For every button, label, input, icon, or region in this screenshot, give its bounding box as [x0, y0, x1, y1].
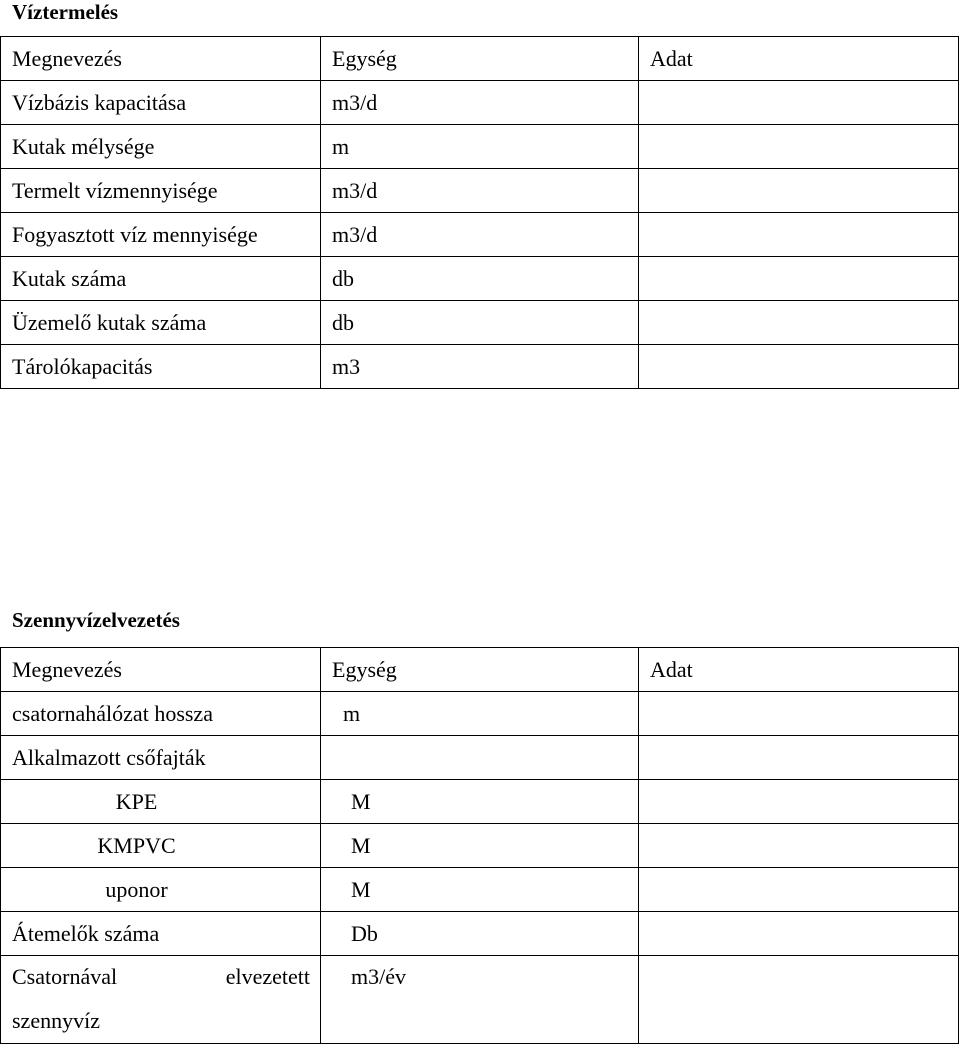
viztermeles-table — [0, 36, 959, 389]
row-unit: M — [321, 780, 639, 824]
row-name: Vízbázis kapacitása — [1, 81, 321, 125]
table-row — [1, 868, 959, 912]
row-name-word2: elvezetett — [225, 964, 310, 989]
row-name-word1: Csatornával — [12, 964, 118, 989]
row-unit: m — [321, 125, 639, 169]
header-adat: Adat — [639, 648, 959, 692]
row-unit: Db — [321, 912, 639, 956]
table-header-row — [1, 648, 959, 692]
table-row — [1, 824, 959, 868]
row-name: Átemelők száma — [1, 912, 321, 956]
row-unit: m3 — [321, 345, 639, 389]
row-name-line2: szennyvíz — [12, 1008, 100, 1033]
row-name: Termelt vízmennyisége — [1, 169, 321, 213]
row-value-cell[interactable] — [639, 125, 959, 169]
row-name: csatornahálózat hossza — [1, 692, 321, 736]
row-name-multiline — [1, 956, 321, 1044]
header-megnevezes: Megnevezés — [1, 37, 321, 81]
table-row — [1, 736, 959, 780]
row-unit: M — [321, 824, 639, 868]
header-megnevezes: Megnevezés — [1, 648, 321, 692]
table-row — [1, 125, 959, 169]
table-row — [1, 81, 959, 125]
header-adat: Adat — [639, 37, 959, 81]
row-value-cell[interactable] — [639, 257, 959, 301]
row-value-cell[interactable] — [639, 736, 959, 780]
row-name: Üzemelő kutak száma — [1, 301, 321, 345]
row-name: Kutak száma — [1, 257, 321, 301]
table-row — [1, 213, 959, 257]
row-name: Alkalmazott csőfajták — [1, 736, 321, 780]
header-egyseg: Egység — [321, 648, 639, 692]
row-name-subitem: KPE — [1, 780, 321, 824]
row-unit: m3/d — [321, 213, 639, 257]
row-unit: m3/d — [321, 81, 639, 125]
row-value-cell[interactable] — [639, 345, 959, 389]
row-value-cell[interactable] — [639, 912, 959, 956]
szennyvizelvezetes-table — [0, 647, 959, 1044]
row-unit: db — [321, 257, 639, 301]
row-value-cell[interactable] — [639, 213, 959, 257]
row-value-cell[interactable] — [639, 301, 959, 345]
row-name-subitem: KMPVC — [1, 824, 321, 868]
section-title-viztermeles: Víztermelés — [12, 0, 119, 24]
row-value-cell[interactable] — [639, 81, 959, 125]
row-value-cell[interactable] — [639, 868, 959, 912]
header-egyseg: Egység — [321, 37, 639, 81]
row-value-cell[interactable] — [639, 692, 959, 736]
row-unit: db — [321, 301, 639, 345]
row-value-cell[interactable] — [639, 169, 959, 213]
table-header-row — [1, 37, 959, 81]
row-name-subitem: uponor — [1, 868, 321, 912]
row-unit: m3/d — [321, 169, 639, 213]
table-row — [1, 956, 959, 1044]
row-name: Tárolókapacitás — [1, 345, 321, 389]
table-row — [1, 301, 959, 345]
row-name: Kutak mélysége — [1, 125, 321, 169]
row-value-cell[interactable] — [639, 956, 959, 1044]
row-unit: m3/év — [321, 956, 639, 1044]
table-row — [1, 345, 959, 389]
table-row — [1, 257, 959, 301]
row-unit — [321, 736, 639, 780]
table-row — [1, 780, 959, 824]
row-value-cell[interactable] — [639, 780, 959, 824]
row-unit: m — [321, 692, 639, 736]
row-value-cell[interactable] — [639, 824, 959, 868]
table-row — [1, 692, 959, 736]
section-title-szennyvizelvezetes: Szennyvízelvezetés — [12, 608, 180, 632]
table-row — [1, 912, 959, 956]
row-unit: M — [321, 868, 639, 912]
table-row — [1, 169, 959, 213]
row-name: Fogyasztott víz mennyisége — [1, 213, 321, 257]
